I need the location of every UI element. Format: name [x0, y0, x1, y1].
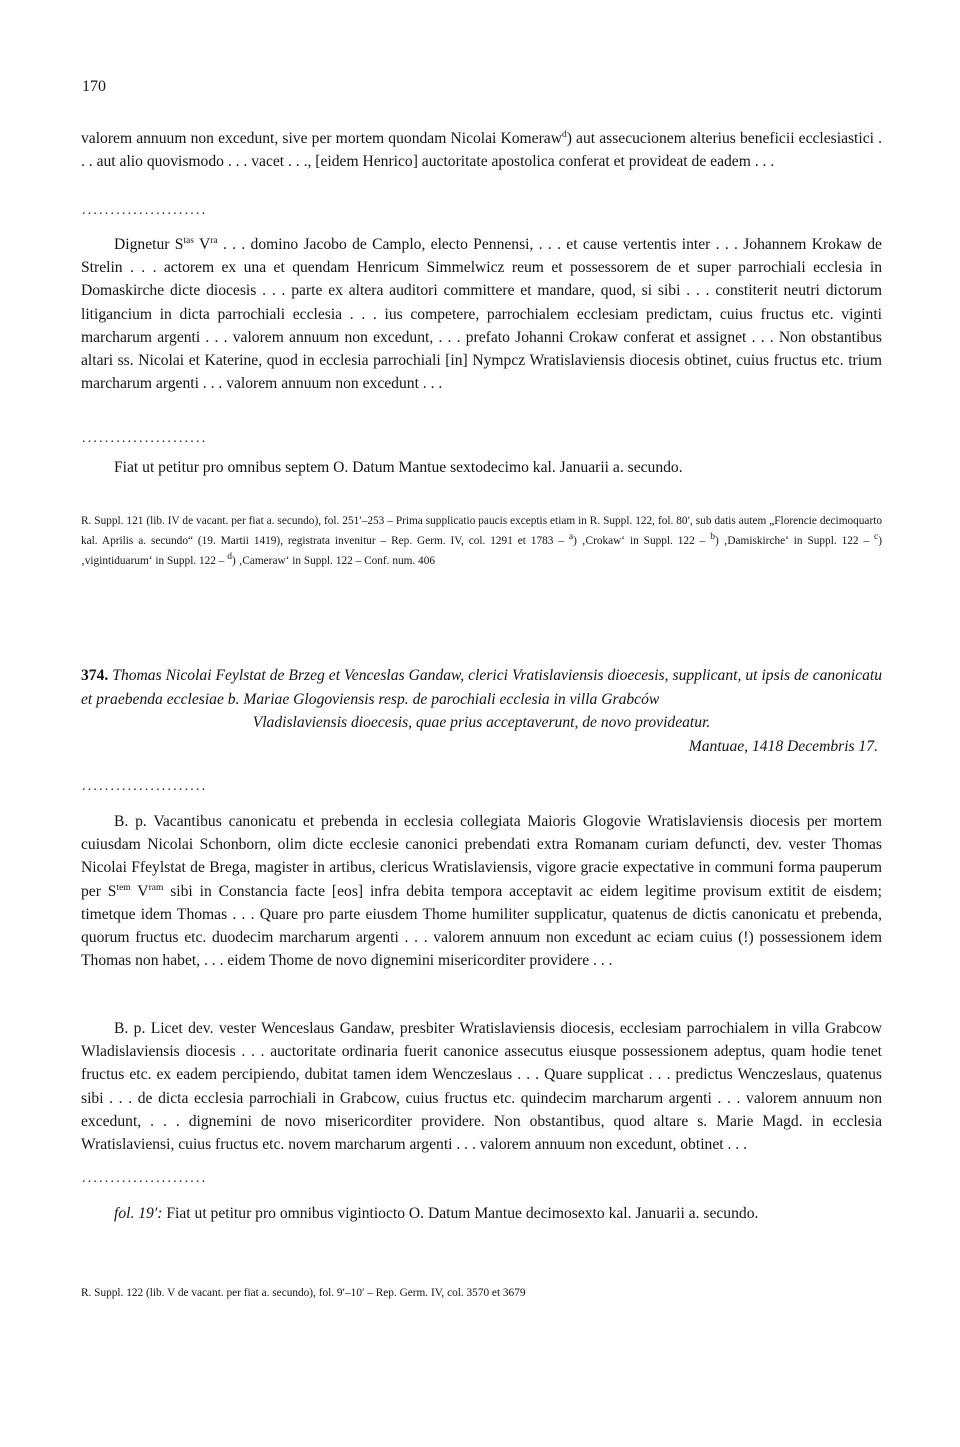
superscript: ra: [210, 235, 218, 246]
superscript: tem: [116, 882, 131, 893]
apparatus-note: [81, 511, 882, 572]
paragraph-continuation: [81, 127, 882, 173]
footnote-marker: c: [874, 532, 879, 543]
paragraph-dignetur: [81, 233, 882, 395]
fiat-line: [81, 1202, 882, 1225]
omission-dots: ......................: [82, 779, 208, 794]
text-run: ) ‚Damiskirche‘ in Suppl. 122 –: [714, 535, 874, 548]
text-run: B. p. Vacantibus canonicatu et prebenda in ecclesia collegiata Maioris Glogovie Wratislaviensis diocesis per mortem cuiusdam Nicolai Schonborn, olim dicte ecclesie canonici prebendati extra Romanam curiam defuncti, dev. vester Thomas Nicolai Ffeylstat de Brega, magister in artibus, clericus Wratislaviensis, vigore gracie expectative in communi forma pauperum per S: [81, 813, 882, 900]
paragraph-thomas: [81, 810, 882, 972]
regest-place-date: Mantuae, 1418 Decembris 17.: [688, 737, 878, 755]
text-run: Fiat ut petitur pro omnibus vigintiocto O. Datum Mantue decimosexto kal. Januarii a. secundo.: [162, 1205, 759, 1222]
regest-number: 374.: [81, 667, 109, 684]
text-run: ) ‚Cameraw‘ in Suppl. 122 – Conf. num. 406: [231, 555, 435, 568]
omission-dots: ......................: [82, 203, 208, 218]
text-run: . . . domino Jacobo de Camplo, electo Pennensi, . . . et cause vertentis inter . . . Johannem Krokaw de Strelin . . . actorem ex una et quendam Henricum Simmelwicz reum et possessorem de et super parrochiali ecclesia in Domaskirche dicte diocesis . . . parte ex altera auditori committere et mandare, quod, si sibi . . . constiterit neutri dictorum litigancium in dicta parrochiali ecclesia . . . ius competere, parrochialem ecclesiam predictam, cuius fructus etc. viginti marcharum argenti . . . valorem annuum non excedunt, . . . prefato Johanni Crokaw conferat et assignet . . . Non obstantibus altari ss. Nicolai et Katerine, quod in ecclesia parrochiali [in] Nympcz Wratislaviensis diocesis obtinet, cuius fructus etc. trium marcharum argenti . . . valorem annuum non excedunt . . .: [81, 236, 882, 393]
footnote-marker: d: [561, 129, 567, 140]
text-run: sibi in Constancia facte [eos] infra debita tempora acceptavit ac eidem legitime provisum extitit de eisdem; timetque idem Thomas . . . Quare pro parte eiusdem Thome humiliter supplicatur, quatenus de dictis canonicatu et prebenda, quorum fructus etc. duodecim marcharum argenti . . . valorem annuum non excedunt ac eciam cuius (!) possessionem idem Thomas non habet, . . . eidem Thome de novo dignemini misericorditer providere . . .: [81, 882, 882, 970]
text-run: V: [193, 236, 211, 253]
omission-dots: ......................: [82, 1171, 208, 1186]
text-run: ) ‚vigintiduarum‘ in Suppl. 122 –: [81, 535, 882, 568]
text-run: ) ‚Crokaw‘ in Suppl. 122 –: [573, 535, 711, 548]
regest-title: Thomas Nicolai Feylstat de Brzeg et Venceslas Gandaw, clerici Vratislaviensis dioecesis, supplicant, ut ipsis de canonicatu et praebenda ecclesiae b. Mariae Glogoviensis resp. de parochiali ecclesia in villa Grabców: [81, 667, 882, 708]
footnote-marker: d: [227, 552, 232, 563]
text-run: V: [130, 882, 149, 900]
text-run: valorem annuum non excedunt, sive per mortem quondam Nicolai Komeraw: [81, 130, 562, 147]
text-run: ) aut assecucionem alterius beneficii ecclesiastici . . . aut alio quovismodo . . . vacet . . ., [eidem Henrico] auctoritate apostolica conferat et provideat de eadem . . .: [81, 130, 882, 171]
text-run: Dignetur S: [114, 236, 184, 253]
folio-reference: fol. 19′:: [114, 1205, 163, 1222]
fiat-line: Fiat ut petitur pro omnibus septem O. Datum Mantue sextodecimo kal. Januarii a. secundo.: [114, 459, 683, 476]
footnote-marker: a: [568, 532, 574, 543]
regest-heading: [81, 664, 882, 758]
footnote-marker: b: [710, 532, 715, 543]
paragraph-wenceslaus: B. p. Licet dev. vester Wenceslaus Gandaw, presbiter Wratislaviensis diocesis, ecclesiam parrochialem in villa Grabcow Wladislaviensis diocesis . . . auctoritate ordinaria fuerit canonice assecutus eiusque possessionem adeptus, quam hodie tenet fructus etc. ex eadem percipiendo, dubitat tamen idem Wenczeslaus . . . Quare supplicat . . . predictus Wenczeslaus, quatenus sibi . . . de dicta ecclesia parrochiali in Grabcow, cuius fructus etc. quindecim marcharum argenti . . . valorem annuum non excedunt, . . . dignemini de novo misericorditer providere. Non obstantibus, quod altare s. Marie Magd. in ecclesia Wratislaviensi, cuius fructus etc. novem marcharum argenti . . . valorem annuum non excedunt, obtinet . . .: [81, 1020, 882, 1154]
regest-title-last-line: Vladislaviensis dioecesis, quae prius acceptaverunt, de novo provideatur.: [252, 714, 711, 732]
superscript: ram: [148, 882, 164, 893]
superscript: tas: [183, 235, 194, 246]
apparatus-note: R. Suppl. 122 (lib. V de vacant. per fiat a. secundo), fol. 9′–10′ – Rep. Germ. IV, col. 3570 et 3679: [81, 1287, 526, 1299]
text-run: R. Suppl. 121 (lib. IV de vacant. per fiat a. secundo), fol. 251′–253 – Prima supplicatio paucis exceptis etiam in R. Suppl. 122, fol. 80′, sub datis autem „Florencie decimoquarto kal. Aprilis a. secundo“ (19. Martii 1419), registrata invenitur – Rep. Germ. IV, col. 1291 et 1783 –: [81, 515, 882, 548]
page-number: 170: [82, 78, 106, 95]
omission-dots: ......................: [82, 431, 208, 446]
